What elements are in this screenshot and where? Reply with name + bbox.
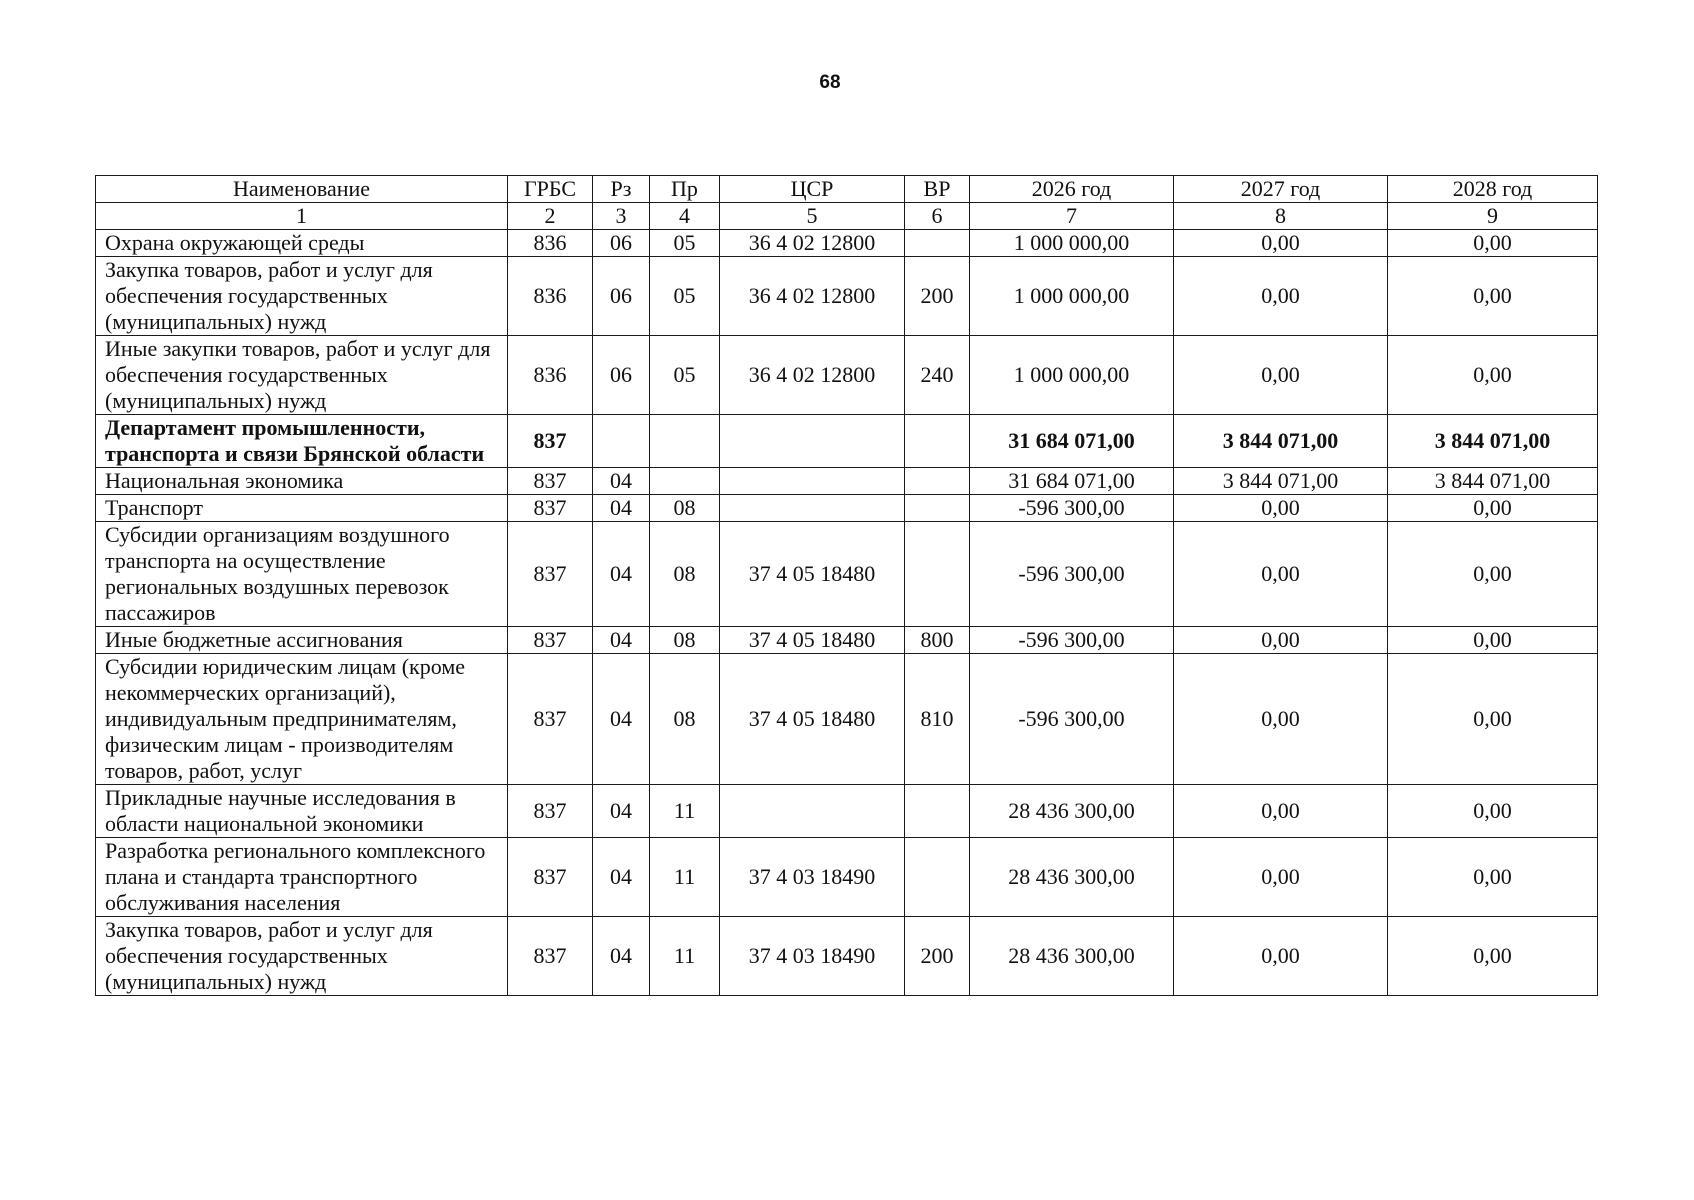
amount-2026-cell: 1 000 000,00 (970, 230, 1174, 257)
header-cell: Пр (650, 176, 720, 203)
amount-2028-cell: 0,00 (1388, 838, 1598, 917)
name-cell: Охрана окружающей среды (96, 230, 508, 257)
table-row (96, 257, 1598, 336)
amount-2027-cell: 0,00 (1174, 336, 1388, 415)
amount-2028-cell: 0,00 (1388, 785, 1598, 838)
amount-2028-cell: 0,00 (1388, 336, 1598, 415)
name-cell: Прикладные научные исследования в области национальной экономики (96, 785, 508, 838)
grbs-cell: 837 (508, 654, 593, 785)
amount-2028-cell: 0,00 (1388, 627, 1598, 654)
name-cell: Закупка товаров, работ и услуг для обеспечения государственных (муниципальных) нужд (96, 257, 508, 336)
amount-2027-cell: 0,00 (1174, 627, 1388, 654)
rz-cell: 04 (593, 468, 650, 495)
vr-cell (905, 230, 970, 257)
csr-cell: 36 4 02 12800 (720, 230, 905, 257)
csr-cell: 36 4 02 12800 (720, 336, 905, 415)
amount-2028-cell: 0,00 (1388, 230, 1598, 257)
amount-2028-cell: 3 844 071,00 (1388, 415, 1598, 468)
grbs-cell: 837 (508, 785, 593, 838)
amount-2027-cell: 3 844 071,00 (1174, 468, 1388, 495)
rz-cell: 06 (593, 230, 650, 257)
amount-2026-cell: 28 436 300,00 (970, 917, 1174, 996)
rz-cell: 04 (593, 654, 650, 785)
vr-cell (905, 838, 970, 917)
column-number-cell: 4 (650, 203, 720, 230)
grbs-cell: 837 (508, 495, 593, 522)
amount-2028-cell: 0,00 (1388, 257, 1598, 336)
column-number-cell: 5 (720, 203, 905, 230)
pr-cell: 08 (650, 627, 720, 654)
rz-cell (593, 415, 650, 468)
csr-cell: 37 4 05 18480 (720, 627, 905, 654)
rz-cell: 04 (593, 838, 650, 917)
amount-2026-cell: -596 300,00 (970, 522, 1174, 627)
pr-cell: 05 (650, 336, 720, 415)
column-number-cell: 3 (593, 203, 650, 230)
table-row (96, 336, 1598, 415)
vr-cell (905, 468, 970, 495)
amount-2026-cell: -596 300,00 (970, 654, 1174, 785)
page-number: 68 (819, 72, 841, 93)
amount-2027-cell: 0,00 (1174, 838, 1388, 917)
grbs-cell: 837 (508, 627, 593, 654)
table-row (96, 468, 1598, 495)
rz-cell: 06 (593, 336, 650, 415)
name-cell: Департамент промышленности, транспорта и связи Брянской области (96, 415, 508, 468)
amount-2026-cell: 1 000 000,00 (970, 336, 1174, 415)
rz-cell: 04 (593, 917, 650, 996)
column-number-cell: 6 (905, 203, 970, 230)
grbs-cell: 837 (508, 917, 593, 996)
header-row (96, 176, 1598, 203)
amount-2027-cell: 0,00 (1174, 654, 1388, 785)
csr-cell: 37 4 05 18480 (720, 654, 905, 785)
table-row (96, 230, 1598, 257)
grbs-cell: 837 (508, 838, 593, 917)
column-number-cell: 7 (970, 203, 1174, 230)
pr-cell: 05 (650, 230, 720, 257)
table-row (96, 785, 1598, 838)
column-number-row (96, 203, 1598, 230)
table-row (96, 654, 1598, 785)
name-cell: Закупка товаров, работ и услуг для обеспечения государственных (муниципальных) нужд (96, 917, 508, 996)
pr-cell (650, 415, 720, 468)
vr-cell (905, 495, 970, 522)
csr-cell (720, 415, 905, 468)
rz-cell: 04 (593, 495, 650, 522)
column-number-cell: 2 (508, 203, 593, 230)
csr-cell: 36 4 02 12800 (720, 257, 905, 336)
vr-cell: 810 (905, 654, 970, 785)
header-cell: Рз (593, 176, 650, 203)
amount-2026-cell: 28 436 300,00 (970, 838, 1174, 917)
pr-cell: 08 (650, 495, 720, 522)
table-row (96, 495, 1598, 522)
amount-2026-cell: -596 300,00 (970, 495, 1174, 522)
grbs-cell: 837 (508, 415, 593, 468)
header-cell: 2028 год (1388, 176, 1598, 203)
csr-cell: 37 4 03 18490 (720, 838, 905, 917)
pr-cell: 11 (650, 785, 720, 838)
csr-cell: 37 4 03 18490 (720, 917, 905, 996)
pr-cell: 11 (650, 838, 720, 917)
header-cell: 2026 год (970, 176, 1174, 203)
amount-2027-cell: 0,00 (1174, 495, 1388, 522)
csr-cell: 37 4 05 18480 (720, 522, 905, 627)
pr-cell (650, 468, 720, 495)
grbs-cell: 837 (508, 468, 593, 495)
grbs-cell: 836 (508, 336, 593, 415)
amount-2027-cell: 0,00 (1174, 522, 1388, 627)
pr-cell: 08 (650, 522, 720, 627)
column-number-cell: 8 (1174, 203, 1388, 230)
column-number-cell: 1 (96, 203, 508, 230)
amount-2026-cell: -596 300,00 (970, 627, 1174, 654)
rz-cell: 06 (593, 257, 650, 336)
amount-2028-cell: 0,00 (1388, 522, 1598, 627)
vr-cell: 240 (905, 336, 970, 415)
header-cell: ВР (905, 176, 970, 203)
amount-2026-cell: 28 436 300,00 (970, 785, 1174, 838)
pr-cell: 08 (650, 654, 720, 785)
amount-2026-cell: 31 684 071,00 (970, 468, 1174, 495)
name-cell: Иные бюджетные ассигнования (96, 627, 508, 654)
grbs-cell: 836 (508, 230, 593, 257)
amount-2026-cell: 1 000 000,00 (970, 257, 1174, 336)
vr-cell: 200 (905, 917, 970, 996)
amount-2027-cell: 0,00 (1174, 230, 1388, 257)
header-cell: ЦСР (720, 176, 905, 203)
name-cell: Разработка регионального комплексного плана и стандарта транспортного обслуживания населения (96, 838, 508, 917)
table-row (96, 838, 1598, 917)
vr-cell: 800 (905, 627, 970, 654)
amount-2026-cell: 31 684 071,00 (970, 415, 1174, 468)
header-cell: ГРБС (508, 176, 593, 203)
amount-2027-cell: 0,00 (1174, 785, 1388, 838)
amount-2028-cell: 0,00 (1388, 495, 1598, 522)
amount-2028-cell: 0,00 (1388, 917, 1598, 996)
table-row (96, 917, 1598, 996)
name-cell: Национальная экономика (96, 468, 508, 495)
csr-cell (720, 785, 905, 838)
vr-cell (905, 785, 970, 838)
rz-cell: 04 (593, 522, 650, 627)
header-cell: Наименование (96, 176, 508, 203)
table-row (96, 522, 1598, 627)
name-cell: Субсидии организациям воздушного транспорта на осуществление региональных воздушных перевозок пассажиров (96, 522, 508, 627)
csr-cell (720, 468, 905, 495)
csr-cell (720, 495, 905, 522)
name-cell: Транспорт (96, 495, 508, 522)
vr-cell: 200 (905, 257, 970, 336)
budget-table (95, 175, 1598, 996)
header-cell: 2027 год (1174, 176, 1388, 203)
amount-2027-cell: 0,00 (1174, 917, 1388, 996)
table-row (96, 415, 1598, 468)
amount-2028-cell: 3 844 071,00 (1388, 468, 1598, 495)
grbs-cell: 837 (508, 522, 593, 627)
column-number-cell: 9 (1388, 203, 1598, 230)
amount-2028-cell: 0,00 (1388, 654, 1598, 785)
vr-cell (905, 522, 970, 627)
rz-cell: 04 (593, 785, 650, 838)
name-cell: Иные закупки товаров, работ и услуг для обеспечения государственных (муниципальных) нужд (96, 336, 508, 415)
vr-cell (905, 415, 970, 468)
pr-cell: 05 (650, 257, 720, 336)
amount-2027-cell: 3 844 071,00 (1174, 415, 1388, 468)
pr-cell: 11 (650, 917, 720, 996)
rz-cell: 04 (593, 627, 650, 654)
amount-2027-cell: 0,00 (1174, 257, 1388, 336)
grbs-cell: 836 (508, 257, 593, 336)
name-cell: Субсидии юридическим лицам (кроме некоммерческих организаций), индивидуальным предпринимателям, физическим лицам - производителям товаров, работ, услуг (96, 654, 508, 785)
table-row (96, 627, 1598, 654)
